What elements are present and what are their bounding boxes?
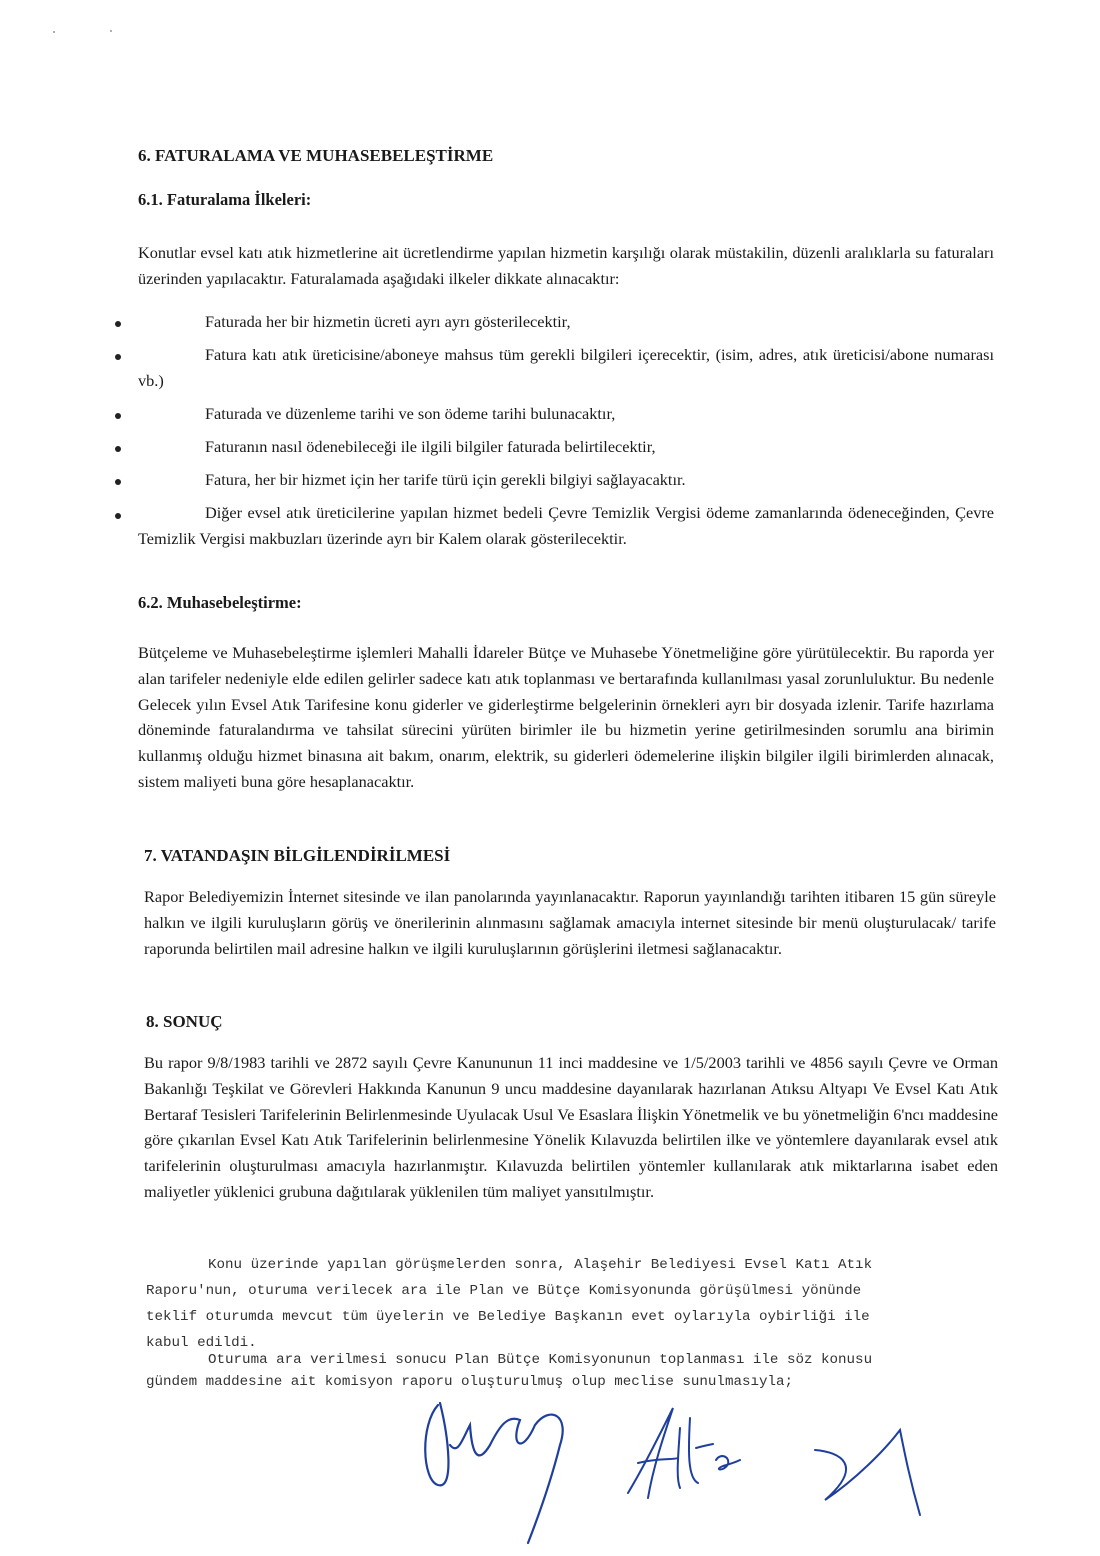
- signature-1: [410, 1385, 590, 1545]
- bullet-item: Faturanın nasıl ödenebileceği ile ilgili bilgiler faturada belirtilecektir,: [205, 437, 656, 456]
- section-6-2-body: Bütçeleme ve Muhasebeleştirme işlemleri Mahalli İdareler Bütçe ve Muhasebe Yönetmeliğine göre yürütülecektir. Bu raporda yer alan tarifeler nedeniyle elde edilen gelirler sadece katı atık toplanması ve bertarafında kullanılması yasal zorunluluktur. Bu nedenle Gelecek yılın Evsel Atık Tarifesine konu giderler ve giderleştirme belgelerinin örnekleri ayrı bir dosyada izlenir. Tarife hazırlama döneminde faturalandırma ve tahsilat sürecini yürüten birimler ile bu hizmetin yerine getirilmesinden sorumlu ana birimin kullanmış olduğu hizmet binasına ait bakım, onarım, elektrik, su giderleri ödemelerine ilişkin bilgiler ilgili birimlerden alınacak, sistem maliyeti buna göre hesaplanacaktır.: [138, 643, 994, 791]
- scan-speck: [53, 31, 55, 33]
- bullet-dot: [115, 354, 121, 360]
- minutes-line: gündem maddesine ait komisyon raporu oluşturulmuş olup meclise sunulmasıyla;: [146, 1374, 794, 1390]
- bullet-item: Diğer evsel atık üreticilerine yapılan hizmet bedeli Çevre Temizlik Vergisi ödeme zamanlarında ödeneceğinden, Çevre Temizlik Vergisi makbuzları üzerinde ayrı bir Kalem olarak gösterilecektir.: [138, 503, 994, 548]
- bullet-dot: [115, 479, 121, 485]
- bullet-item: Faturada her bir hizmetin ücreti ayrı ayrı gösterilecektir,: [205, 312, 571, 331]
- minutes-line: teklif oturumda mevcut tüm üyelerin ve Belediye Başkanın evet oylarıyla oybirliği ile: [146, 1309, 870, 1325]
- section-8-title: 8. SONUÇ: [146, 1012, 223, 1031]
- section-6-1-intro: Konutlar evsel katı atık hizmetlerine ait ücretlendirme yapılan hizmetin karşılığı olarak müstakilin, düzenli aralıklarla su faturaları üzerinden yapılacaktır. Faturalamada aşağıdaki ilkeler dikkate alınacaktır:: [138, 243, 994, 288]
- scan-speck: [110, 30, 112, 32]
- minutes-line: Raporu'nun, oturuma verilecek ara ile Plan ve Bütçe Komisyonunda görüşülmesi yönünde: [146, 1283, 862, 1299]
- minutes-line: Oturuma ara verilmesi sonucu Plan Bütçe Komisyonunun toplanması ile söz konusu: [208, 1352, 873, 1368]
- section-6-1-title: 6.1. Faturalama İlkeleri:: [138, 190, 312, 209]
- minutes-line: kabul edildi.: [146, 1335, 257, 1351]
- minutes-line: Konu üzerinde yapılan görüşmelerden sonra, Alaşehir Belediyesi Evsel Katı Atık: [208, 1257, 873, 1273]
- signature-3: [805, 1410, 925, 1520]
- bullet-dot: [115, 413, 121, 419]
- bullet-dot: [115, 513, 121, 519]
- bullet-item: Fatura, her bir hizmet için her tarife türü için gerekli bilgiyi sağlayacaktır.: [205, 470, 686, 489]
- bullet-dot: [115, 321, 121, 327]
- section-7-title: 7. VATANDAŞIN BİLGİLENDİRİLMESİ: [144, 846, 451, 865]
- bullet-item: Faturada ve düzenleme tarihi ve son ödeme tarihi bulunacaktır,: [205, 404, 616, 423]
- bullet-dot: [115, 446, 121, 452]
- bullet-item: Fatura katı atık üreticisine/aboneye mahsus tüm gerekli bilgileri içerecektir, (isim, adres, atık üreticisi/abone numarası vb.): [138, 345, 994, 390]
- section-7-body: Rapor Belediyemizin İnternet sitesinde ve ilan panolarında yayınlanacaktır. Raporun yayınlandığı tarihten itibaren 15 gün süreyle halkın ve ilgili kuruluşların görüş ve önerilerinin alınmasını sağlamak amacıyla internet sitesinde bir menü oluşturulacak/ tarife raporunda belirtilen mail adresine halkın ve ilgili kuruluşlarının görüşlerini iletmesi sağlanacaktır.: [144, 887, 996, 958]
- section-6-title: 6. FATURALAMA VE MUHASEBELEŞTİRME: [138, 146, 494, 165]
- signature-2: [618, 1398, 748, 1508]
- section-6-2-title: 6.2. Muhasebeleştirme:: [138, 593, 302, 612]
- section-8-body: Bu rapor 9/8/1983 tarihli ve 2872 sayılı Çevre Kanununun 11 inci maddesine ve 1/5/2003 tarihli ve 4856 sayılı Çevre ve Orman Bakanlığı Teşkilat ve Görevleri Hakkında Kanunun 9 uncu maddesine dayanılarak hazırlanan Atıksu Altyapı Ve Evsel Katı Atık Bertaraf Tesisleri Tarifelerinin Belirlenmesinde Uyulacak Usul Ve Esaslara İlişkin Yönetmelik ve bu yönetmeliğin 6'ncı maddesine göre çıkarılan Evsel Katı Atık Tarifelerinin belirlenmesine Yönelik Kılavuzda belirtilen ilke ve yöntemlere dayanılarak evsel atık tarifelerinin oluşturulması amacıyla hazırlanmıştır. Kılavuzda belirtilen yöntemler kullanılarak atık miktarlarına isabet eden maliyetler yüklenici grubuna dağıtılarak yüklenilen tüm maliyet yansıtılmıştır.: [144, 1053, 998, 1201]
